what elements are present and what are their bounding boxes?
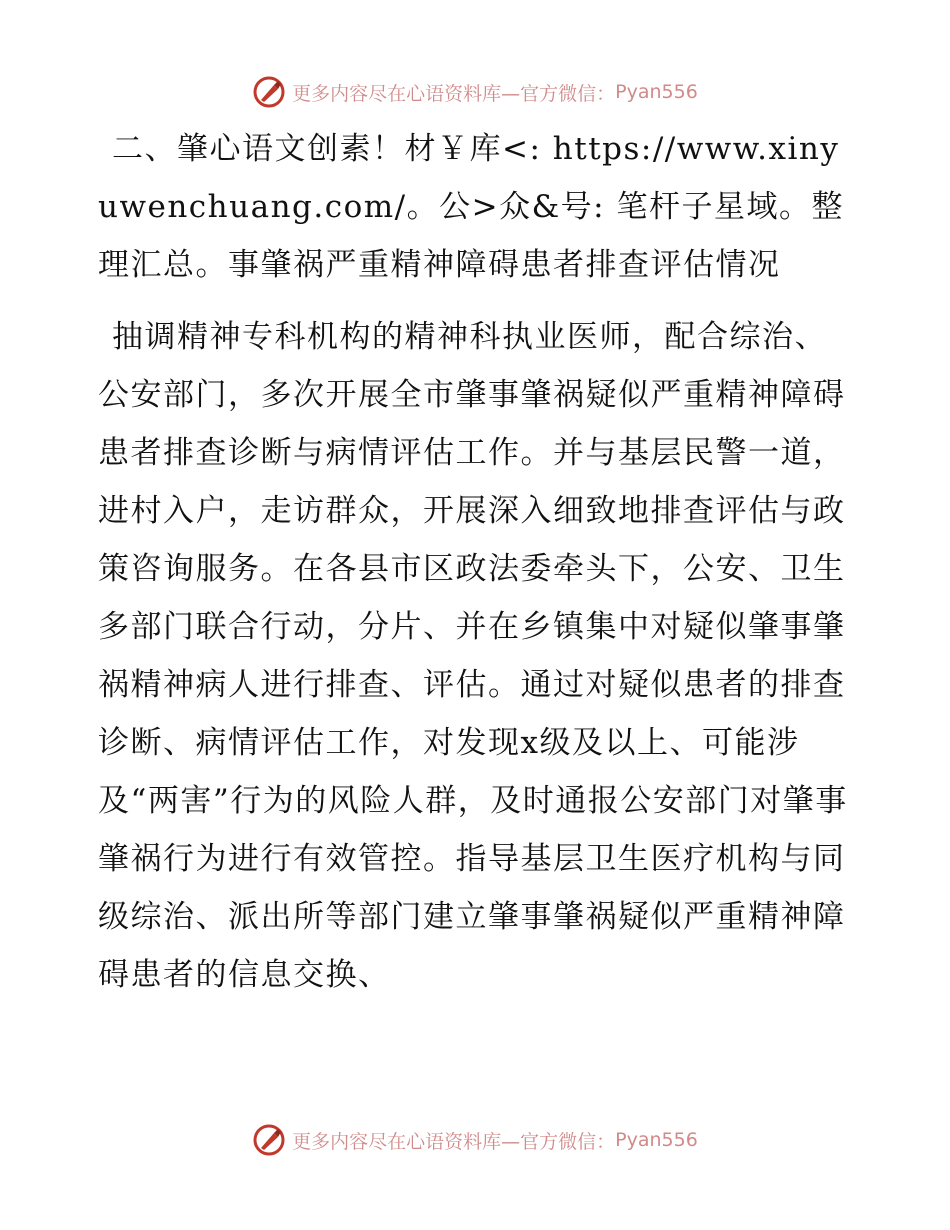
paragraph-body: 抽调精神专科机构的精神科执业医师，配合综治、公安部门，多次开展全市肇事肇祸疑似严重精神障碍患者排查诊断与病情评估工作。并与基层民警一道，进村入户，走访群众，开展深入细致地排查评估与政策咨询服务。在各县市区政法委牵头下，公安、卫生多部门联合行动，分片、并在乡镇集中对疑似肇事肇祸精神病人进行排查、评估。通过对疑似患者的排查诊断、病情评估工作，对发现x级及以上、可能涉及“两害”行为的风险人群，及时通报公安部门对肇事肇祸行为进行有效管控。指导基层卫生医疗机构与同级综治、派出所等部门建立肇事肇祸疑似严重精神障碍患者的信息交换、 bbox=[98, 319, 848, 993]
pen-nib-logo-icon bbox=[252, 1123, 286, 1157]
document-body bbox=[98, 120, 858, 1004]
footer-banner-text: 更多内容尽在心语资料库—官方微信： bbox=[292, 1130, 616, 1153]
header-banner-text: 更多内容尽在心语资料库—官方微信： bbox=[292, 82, 616, 105]
header-wechat-id: Pyan556 bbox=[615, 81, 698, 103]
paragraph-title: 二、肇心语文创素！材￥库<: https://www.xinyuwenchuang.com/。公>众&号: 笔杆子星域。整理汇总。事肇祸严重精神障碍患者排查评估情况 bbox=[98, 131, 844, 283]
footer-wechat-id: Pyan556 bbox=[615, 1129, 698, 1151]
footer-banner bbox=[0, 1120, 950, 1160]
header-banner bbox=[0, 72, 950, 112]
pen-nib-logo-icon bbox=[252, 75, 286, 109]
